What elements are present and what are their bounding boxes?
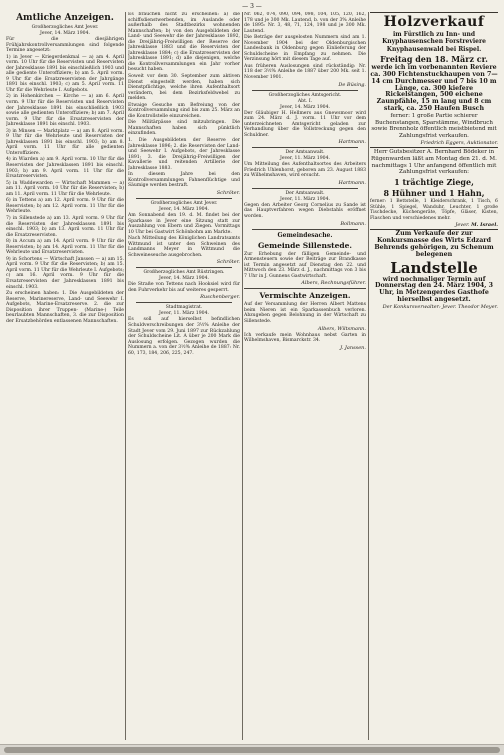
signature: Schröter. <box>216 189 240 196</box>
ad-text: werde ich im vorbenannten Reviere ca. 300 Fichtenstuckhaupen von 7—14 cm Durchmesser und 7 bis 10 m Länge, ca. 300 kiefere Rickelstangen, 500 eichene Zaunpfähle, 15 m lang und 8 cm stark, ca. 250 Haufen Busch <box>370 64 498 112</box>
notice-text: 4) in Wiarden a) am 9. April vorm. 10 Uhr für die Reservisten der Jahresklassen 1891 bis einschl. 1903; b) am 9. April vorm. 11 Uhr für die Ersatzreservisten. <box>6 157 124 180</box>
ad-title: Landstelle <box>390 258 478 277</box>
notice-text: 6) in Tettens a) am 12. April vorm. 9 Uhr für die Reservisten; b) am 12. April vorm. 11 Uhr für die Wehrleute. <box>6 198 124 215</box>
office-name: Großherzogliches Amt Jever. <box>150 200 218 206</box>
signature <box>370 222 498 228</box>
ad-text: Zum Verkaufe der zur Konkursmasse des Wirts Edzard Behrends gehörigen, zu Schenum belegenen <box>374 230 494 258</box>
signature: De Büsing. <box>338 81 366 88</box>
ad-timber-sale <box>370 12 498 146</box>
ad-text: wird nochmaliger Termin auf Donnerstag den 24. März 1904, 3 Uhr, in Metzengerdes Gasthofe hierselbst angesetzt. <box>374 275 494 303</box>
ad-text: ferner: 1 Bettstelle, 1 Kleiderschrank, 1 Tisch, 6 Stühle, 1 Spiegel, Wanduhr, Leuchter, 1 große Tischdecke, Küchengeräte, Töpfe, Gläser, Kisten, Flaschen und verschiedenes mehr. <box>370 199 498 221</box>
notice-text: 2) in Hohenkirchen — Kirche — a) am 6. April vorm. 9 Uhr für die Reservisten und Reservisten der Jahresklasse 1891 bis einschließlich 1903 sowie alle gedienten Unteroffiziere; b) am 7. April vorm. 9 Uhr für die Ersatzreservisten der Jahresklasse 1891 bis einschl. 1903. <box>6 94 124 128</box>
dateline: Jever, 11. März 1904. <box>280 196 330 202</box>
notice-text: Um Mitteilung des Aufenthaltsortes des Arbeiters Friedrich Uhlenhorst, geboren am 23. August 1883 zu Wilhelmshaven, wird ersucht. <box>244 162 366 179</box>
divider <box>252 188 358 189</box>
column-divider <box>125 12 126 740</box>
dateline: Jever, 14. März 1904. <box>159 276 209 282</box>
notice-text: Etwaige Gesuche um Befreiung von der Kontrollversammlung sind bis zum 25. März an die Kontrollstelle einzureichen. <box>128 102 240 119</box>
office-subline: Abt. I. <box>297 98 313 104</box>
section-heading: Gemeindesache. <box>277 231 333 239</box>
ad-text: Herr Gutsbesitzer A. Bernhard Bödeker in Rügenwarden läßt am Montag den 21. d. M. nachmittags 1 Uhr anfangend öffentlich mit Zahlungsfrist verkaufen: <box>371 148 497 176</box>
notice-text: 8) in Accum a) am 14. April vorm. 9 Uhr für die Reservisten; b) am 14. April vorm. 11 Uhr für die Wehrleute und Ersatzreservisten. <box>6 239 124 256</box>
dateline: Jever, 14. März 1904. <box>40 31 90 36</box>
dateline: Jever, 14. März 1904. <box>159 206 209 212</box>
notice-text: Zu erscheinen haben: 1. Die Ausgebildeten der Reserve, Marinereserve, Land- und Seewehr I. Aufgebots, Marine-Ersatzreserve. 2. die zur Disposition ihrer Truppen- (Marine-) Teile beurlaubten Mannschaften, 3. die zur Disposition der Ersatzbehörden entlassenen Mannschaften. <box>6 291 124 324</box>
column-notices-2 <box>128 12 240 740</box>
signature: J. Janssen. <box>340 344 366 351</box>
divider <box>252 90 358 91</box>
ad-land-sale <box>370 229 498 309</box>
ad-livestock-sale <box>370 147 498 228</box>
divider <box>136 198 232 199</box>
section-heading: Vermischte Anzeigen. <box>259 291 351 301</box>
signature: Hartmann. <box>338 139 366 146</box>
signature-place: Jever. <box>455 222 470 229</box>
notice-text: 9) in Schortens — Wirtschaft Janssen — a) am 15. April vorm. 9 Uhr für die Reservisten; b) am 15. April vorm. 11 Uhr für die Wehrleute I. Aufgebots; c) am 16. April vorm. 9 Uhr für die Ersatzreservisten der Jahresklassen 1891 bis einschl. 1903. <box>6 256 124 290</box>
notice-text: Es soll auf hierselbst befindlichen Schuldverschreibungen der 3½% Anleihe der Stadt Jever vom 29. Juni 1897 zur Rückzahlung der Schuldscheine Lit. A über je 200 Mark die Auslosung erfolgen. Gezogen wurden die Nummern a. von der 3½% Anleihe de 1887: Nr. 60, 173, 184, 206, 225, 247. <box>128 317 240 356</box>
divider <box>244 288 366 289</box>
notice-text: 1) in Jever — Kriegerdenkmal — a) am 4. April vorm. 10 Uhr für die Reservisten und Reservisten der Jahresklasse 1891 bis einschließlich 1903 und alle gediente Unteroffiziere; b) am 5. April vorm. 9 Uhr für die Ersatzreservisten der Jahrgänge 1891 bis einschl. 1903; c) am 5. April vorm. 11 Uhr für die Wehrleute I. Aufgebots. <box>6 54 124 93</box>
notice-text: 1. Die Ausgebildeten der Reserve der Jahresklasse 1896; 2. die Reservisten der Land- und Seewehr I. Aufgebots, der Jahresklasse 1891; 3. die Dreijährig-Freiwilligen der Kavallerie und reitenden Artillerie der Jahresklasse 1883. <box>128 138 240 171</box>
notice-text: Aus früheren Auslosungen sind rückständig: Nr. 118 der 3½% Anleihe de 1887 über 200 Mk. seit 1. November 1901. <box>244 63 366 81</box>
signature: Hartmann. <box>338 179 366 186</box>
notice-text: 3) in Minsen — Marktplatz — a) am 8. April vorm. 9 Uhr für die Wehrleute und Reservisten der Jahresklassen 1891 bis einschl. 1903; b) am 8. April vorm. 11 Uhr für alle gedienten Unteroffiziere. <box>6 128 124 156</box>
office-name: Großherzogliches Amt Jever. <box>31 25 99 30</box>
office-name: Großherzogliches Amt Rüstringen. <box>143 270 225 276</box>
signature: Schröter. <box>216 259 240 266</box>
notice-text: Nach Mitteilung des Königlichen Landratsamts Wittmund ist unter den Schweinen des Landmanns Meyer in Wittmund die Schweineseuche ausgebrochen. <box>128 236 240 258</box>
signature: Friedrich Eggers, Auktionator. <box>420 139 498 146</box>
notice-text: 7) in Sillenstede a) am 13. April vorm. 9 Uhr für die Reservisten der Jahresklassen 1891 bis einschl. 1903; b) am 13. April vorm. 11 Uhr für die Ersatzreservisten. <box>6 215 124 238</box>
section-heading: Amtliche Anzeigen. <box>16 13 114 23</box>
signature: Albers, Rechnungsführer. <box>301 280 366 287</box>
divider <box>252 147 358 148</box>
column-official-notices <box>6 12 124 740</box>
column-divider <box>368 12 369 740</box>
ad-highlight: 1 trächtige Ziege, <box>394 177 474 188</box>
divider <box>136 267 232 268</box>
ad-highlight: 8 Hühner und 1 Hahn, <box>383 188 485 199</box>
column-advertisements <box>370 12 498 740</box>
signature: Albers, Wiltsmann. <box>317 325 366 332</box>
office-name: Stadtmagistrat. <box>165 305 203 311</box>
notice-text: Die Straße von Tettens nach Hooksiel wird für den Fuhrverkehr bis auf weiteres gesperrt. <box>128 282 240 293</box>
divider <box>252 229 358 230</box>
horizontal-scrollbar[interactable] <box>0 744 504 755</box>
signature: Der Konkursverwalter: Jever. Theodor Meyer. <box>382 303 498 310</box>
notice-text: Am Sonnabend den 19. d. M. findet bei der Sparkasse in Jever eine Sitzung statt zur Auszahlung von Ebern und Ziegen. Vormittags 10 Uhr bei Gastwirt Schönbohm am Markte. <box>128 212 240 235</box>
column-divider <box>242 12 243 740</box>
ad-text: ferner: 1 große Partie schierer Buchenstangen, Sparstämme, Windbruch sowie Brennholz öffentlich meistbietend mit Zahlungsfrist verkaufen. <box>371 112 497 140</box>
dateline: Jever, 11. März 1904. <box>280 156 330 162</box>
signature: Bollmann. <box>340 220 366 227</box>
notice-text: Nr. 062, 074, 090, 094, 098, 104, 105, 120, 162, 178 und je 300 Mk. Lautend, b. von der 3% Anleihe de 1895: Nr. 3, 48, 71, 124, 198 und je 300 Mk. Lautend. <box>244 12 366 34</box>
office-name: Der Amtsanwalt. <box>285 190 325 196</box>
notice-text: Die Beträge der ausgelosten Nummern sind am 1. November 1904 bei der Oldenburgischen Landesbank in Oldenburg gegen Einlieferung der Schuldscheine in Empfang zu nehmen. Die Verzinsung hört mit diesem Tage auf. <box>244 35 366 63</box>
ad-subtitle: im Fürstlich zu Inn- und Knyphausenschen Forstreviere Knyphausenwald bei Rispel. <box>382 31 486 53</box>
office-name: Der Amtsanwalt. <box>285 150 325 156</box>
dateline: Jever, 14. März 1904. <box>280 104 330 110</box>
notice-text: 5) in Waddewarden — Wirtschaft Mammen — a) am 11. April vorm. 10 Uhr für die Reservisten; b) am 11. April vorm. 11 Uhr für die Wehrleute. <box>6 180 124 197</box>
notice-title: Gemeinde Sillenstede. <box>257 240 353 250</box>
dateline: Jever, 11. März 1904. <box>159 311 209 317</box>
notice-text: In diesem Jahre bei den Kontrollversammlungen Fahnenflüchtige und Säumige werden bestraft. <box>128 172 240 189</box>
notice-text: Zur Erhebung der fälligen Gemeinde- und Armensteuern sowie der Beiträge zur Brandkasse ist Termin angesetzt auf Dienstag den 22. und Mittwoch den 23. März d. J., nachmittags von 3 bis 7 Uhr in J. Gunnens Gastwirtschaft. <box>244 251 366 279</box>
notice-text: Der Gläubiger H. Hellmers aus Gnewsmoor wird zum 24. März d. J. vorm. 11 Uhr vor dem unterzeichneten Amtsgericht geladen zur Verhandlung über die Vollstreckung gegen den Schuldner. <box>244 110 366 138</box>
notice-text: Es brauchen nicht zu erscheinen: a) die schiffsdienstwerbenden, im Auslande oder außerhalb des Stadtbezirks wohnenden Mannschaften; b) von den Ausgebildeten der Land- und Seewehr die der Jahresklasse 1892, die Dreijährig-Freiwilligen der Reserve der Jahresklasse 1883 und die Reservisten der Jahresklasse 1884; c) die Ersatzreservisten der Jahresklasse 1891; d) alle diejenigen, welche die Kontrollversammlungen ein Jahr vorher besucht haben. <box>128 12 240 73</box>
ad-title: Holzverkauf <box>383 14 485 30</box>
notice-text: Ich verkaufe mein Wohnhaus nebst Garten in Wilhelmshaven, Bismarckstr. 34. <box>244 332 366 344</box>
notice-text: Die Militärpässe sind mitzubringen. Die Mannschaften haben sich pünktlich einzufinden. <box>128 120 240 137</box>
page-number: — 3 — <box>242 3 262 10</box>
scrollbar-thumb[interactable] <box>4 747 500 753</box>
notice-text: Für die diesjährigen Frühjahrskontrollversammlungen sind folgende Termine angesetzt: <box>6 37 124 54</box>
notice-text: Auf der Versammlung der Herren Albert Mattens beim Nieren ist ein Sparkassenbuch verloren. Abzugeben gegen Belohnung in der Wirtschaft zu Sillenstede. <box>244 302 366 324</box>
column-notices-3 <box>244 12 366 740</box>
office-name: Großherzogliches Amtsgericht. <box>268 92 342 98</box>
notice-text: Gegen den Arbeiter Georg Cornelius zu Sande ist das Hauptverfahren wegen Diebstahls eröffnet worden. <box>244 202 366 220</box>
divider <box>136 302 232 303</box>
ad-date: Freitag den 18. März cr. <box>380 54 488 65</box>
signature-name: M. Israel. <box>471 222 498 229</box>
notice-text: Soweit vor dem 30. September zum aktiven Dienst eingestellt werden, haben sich Dienstpflichtige, welche ihren Aufenthaltsort verändern, bei dem Bezirksfeldwebel zu melden. <box>128 74 240 102</box>
signature: Ruschenberger. <box>200 294 240 301</box>
